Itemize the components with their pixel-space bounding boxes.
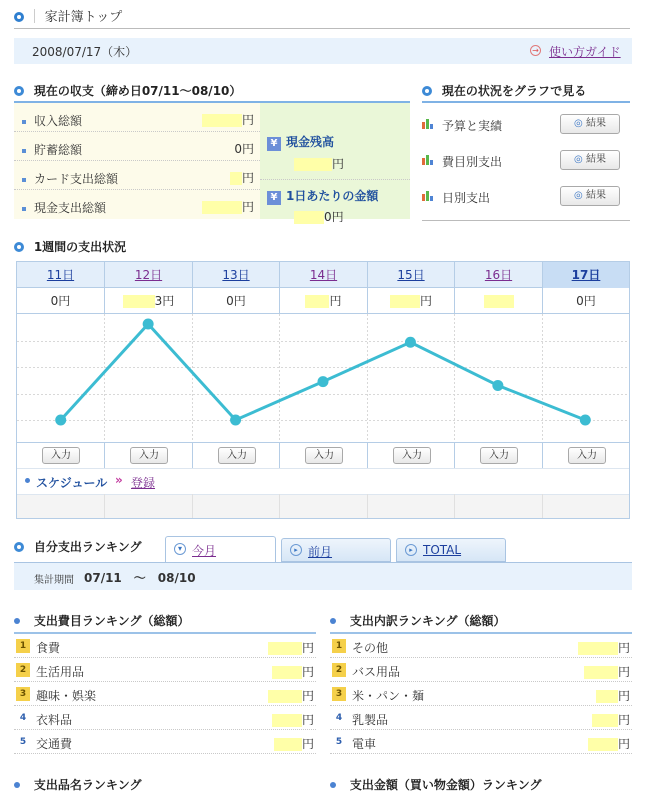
amount-cell xyxy=(17,288,104,314)
product-ranking-header xyxy=(14,776,141,793)
page-header xyxy=(14,6,630,28)
schedule-cell[interactable] xyxy=(104,494,192,518)
chevron-right-icon: ▸ xyxy=(290,544,302,556)
ranking-row xyxy=(330,658,632,682)
input-button[interactable]: 入力 xyxy=(480,447,518,464)
day-cell xyxy=(367,262,454,288)
input-cell xyxy=(104,442,192,468)
graph-link-row xyxy=(422,185,630,209)
input-button[interactable]: 入力 xyxy=(305,447,343,464)
amount-value: 0円 xyxy=(226,294,246,308)
rank-label: バス用品 xyxy=(352,665,401,679)
day-link[interactable]: 11日 xyxy=(46,268,75,282)
result-button[interactable]: ◎ 結果 xyxy=(560,150,620,170)
yen-icon: ¥ xyxy=(267,191,281,205)
data-point xyxy=(405,337,416,348)
input-cell xyxy=(279,442,367,468)
rank-label: 食費 xyxy=(36,641,61,655)
day-cell xyxy=(279,262,367,288)
ranking-row xyxy=(330,634,632,658)
ranking-dot-icon xyxy=(330,782,336,788)
ranking-row xyxy=(330,730,632,754)
arrow-right-icon: → xyxy=(530,45,541,56)
rank-value: 円 xyxy=(617,665,630,679)
amount-cell xyxy=(454,288,542,314)
tab-last-month[interactable] xyxy=(281,538,391,562)
rank-value-wrap xyxy=(272,711,314,728)
schedule-label: スケジュール xyxy=(36,476,108,490)
rank-badge: 1 xyxy=(332,639,346,653)
amount-cell xyxy=(192,288,279,314)
data-point xyxy=(143,319,154,330)
graph-link-row xyxy=(422,149,630,173)
income-row xyxy=(14,103,260,132)
result-button[interactable]: ◎ 結果 xyxy=(560,114,620,134)
rank-label: その他 xyxy=(352,641,389,655)
rank-badge: 4 xyxy=(19,713,27,723)
amount-cell xyxy=(279,288,367,314)
current-date: 2008/07/17（木） xyxy=(32,45,138,59)
ranking-row xyxy=(14,730,316,754)
tab-total[interactable] xyxy=(396,538,506,562)
day-link[interactable]: 15日 xyxy=(397,268,425,282)
row-value: 円 xyxy=(241,171,254,185)
schedule-cell[interactable] xyxy=(454,494,542,518)
schedule-cell[interactable] xyxy=(192,494,279,518)
graph-links-title: 現在の状況をグラフで見る xyxy=(441,84,587,98)
graph-link-label: 費目別支出 xyxy=(442,155,503,169)
rank-value-wrap xyxy=(578,639,630,656)
amount-ranking-header xyxy=(330,776,541,793)
rank-value-wrap xyxy=(268,687,314,704)
row-label: 貯蓄総額 xyxy=(34,143,83,157)
chevron-right-icon: ▸ xyxy=(405,544,417,556)
rank-value: 円 xyxy=(617,641,630,655)
graph-link-label: 予算と実績 xyxy=(442,119,503,133)
page-title: 家計簿トップ xyxy=(44,10,123,25)
rank-value: 円 xyxy=(617,737,630,751)
weekly-line-chart xyxy=(17,314,629,442)
rank-badge: 4 xyxy=(335,713,343,723)
amount-value: 円 xyxy=(419,294,432,308)
income-row xyxy=(14,132,260,161)
rank-label: 交通費 xyxy=(36,737,73,751)
day-link[interactable]: 12日 xyxy=(134,268,163,282)
series-line xyxy=(61,324,586,420)
rank-value: 円 xyxy=(301,689,314,703)
guide-link[interactable]: 使い方ガイド xyxy=(549,45,621,59)
ranking-title: 自分支出ランキング xyxy=(33,540,142,554)
amount-value: 0円 xyxy=(50,294,71,308)
rank-badge: 3 xyxy=(332,687,346,701)
day-cell xyxy=(192,262,279,288)
item-ranking xyxy=(330,612,632,754)
graph-link-label: 日別支出 xyxy=(442,191,491,205)
tab-label[interactable]: 今月 xyxy=(192,544,217,558)
amount-value: 3円 xyxy=(154,294,175,308)
product-ranking-title: 支出品名ランキング xyxy=(33,778,142,792)
section-bullet-icon xyxy=(14,242,24,252)
schedule-cell[interactable] xyxy=(279,494,367,518)
category-ranking-title: 支出費目ランキング（総額） xyxy=(33,614,190,628)
item-ranking-title: 支出内訳ランキング（総額） xyxy=(349,614,506,628)
rank-label: 趣味・娯楽 xyxy=(36,689,97,703)
rank-value: 円 xyxy=(301,713,314,727)
input-button[interactable]: 入力 xyxy=(218,447,256,464)
rank-value-wrap xyxy=(274,735,314,752)
amount-cell xyxy=(104,288,192,314)
income-row xyxy=(14,161,260,190)
rank-label: 電車 xyxy=(352,737,377,751)
rank-label: 衣料品 xyxy=(36,713,73,727)
data-point xyxy=(318,376,329,387)
data-point xyxy=(492,380,503,391)
input-button[interactable]: 入力 xyxy=(42,447,80,464)
rank-value-wrap xyxy=(588,735,630,752)
row-value: 円 xyxy=(241,200,254,214)
rank-value: 円 xyxy=(301,641,314,655)
input-cell xyxy=(542,442,629,468)
day-link[interactable]: 16日 xyxy=(484,268,513,282)
schedule-cell[interactable] xyxy=(542,494,629,518)
cash-balance-title: ¥ 現金残高 xyxy=(267,133,334,151)
result-icon: ◎ xyxy=(574,154,583,165)
bar-chart-icon xyxy=(422,117,434,129)
rank-label: 生活用品 xyxy=(36,665,85,679)
ranking-dot-icon xyxy=(14,618,20,624)
rank-value: 円 xyxy=(617,689,630,703)
rank-badge: 5 xyxy=(19,737,27,747)
weekly-section xyxy=(14,238,630,256)
day-link[interactable]: 13日 xyxy=(222,268,250,282)
rank-value-wrap xyxy=(592,711,630,728)
result-button[interactable]: ◎ 結果 xyxy=(560,186,620,206)
result-icon: ◎ xyxy=(574,190,583,201)
input-cell xyxy=(454,442,542,468)
row-label: カード支出総額 xyxy=(34,172,119,186)
schedule-row xyxy=(17,468,629,494)
section-bullet-icon xyxy=(422,86,432,96)
bar-chart-icon xyxy=(422,189,434,201)
day-cell xyxy=(104,262,192,288)
day-cell xyxy=(17,262,104,288)
section-bullet-icon xyxy=(14,542,24,552)
date-bar xyxy=(14,38,632,64)
amount-cell xyxy=(542,288,629,314)
schedule-dot-icon xyxy=(25,478,30,483)
graph-link-row xyxy=(422,113,630,137)
schedule-cell[interactable] xyxy=(17,494,104,518)
register-link[interactable]: 登録 xyxy=(131,476,156,490)
rank-badge: 5 xyxy=(335,737,343,747)
rank-badge: 2 xyxy=(16,663,30,677)
input-button[interactable]: 入力 xyxy=(393,447,431,464)
period-label: 集計期間 xyxy=(34,575,74,586)
ranking-dot-icon xyxy=(14,782,20,788)
input-button[interactable]: 入力 xyxy=(130,447,168,464)
input-cell xyxy=(192,442,279,468)
tab-label[interactable]: TOTAL xyxy=(423,543,462,557)
chevron-down-icon: ▾ xyxy=(174,543,186,555)
amount-value: 0円 xyxy=(576,294,596,308)
input-button[interactable]: 入力 xyxy=(568,447,606,464)
data-point xyxy=(55,415,66,426)
row-label: 現金支出総額 xyxy=(34,201,107,215)
rank-label: 米・パン・麺 xyxy=(352,689,425,703)
daily-amount-title: ¥ 1日あたりの金額 xyxy=(267,187,378,205)
row-label: 収入総額 xyxy=(34,114,83,128)
daily-amount-value: 0円 xyxy=(294,208,344,225)
amount-cell xyxy=(367,288,454,314)
rank-value-wrap xyxy=(596,687,630,704)
amount-value: 円 xyxy=(329,294,342,308)
rank-label: 乳製品 xyxy=(352,713,389,727)
schedule-cell[interactable] xyxy=(367,494,454,518)
day-cell xyxy=(542,262,629,288)
category-ranking xyxy=(14,612,316,754)
income-section xyxy=(14,82,410,224)
weekly-table xyxy=(16,261,630,519)
yen-icon: ¥ xyxy=(267,137,281,151)
income-row xyxy=(14,190,260,219)
income-title: 現在の収支（締め日07/11～08/10） xyxy=(33,84,242,98)
input-cell xyxy=(17,442,104,468)
ranking-row xyxy=(14,682,316,706)
rank-value-wrap xyxy=(584,663,630,680)
rank-badge: 2 xyxy=(332,663,346,677)
data-point xyxy=(230,415,241,426)
weekly-title: 1週間の支出状況 xyxy=(33,240,127,254)
rank-badge: 3 xyxy=(16,687,30,701)
rank-value: 円 xyxy=(301,665,314,679)
ranking-row xyxy=(14,658,316,682)
row-value: 0円 xyxy=(234,142,254,156)
day-cell xyxy=(454,262,542,288)
day-link[interactable]: 17日 xyxy=(571,268,601,282)
section-bullet-icon xyxy=(14,86,24,96)
ranking-row xyxy=(14,706,316,730)
double-arrow-icon: » xyxy=(115,473,123,487)
amount-ranking-title: 支出金額（買い物金額）ランキング xyxy=(349,778,542,792)
rank-value: 円 xyxy=(301,737,314,751)
input-cell xyxy=(367,442,454,468)
rank-badge: 1 xyxy=(16,639,30,653)
row-value: 円 xyxy=(241,113,254,127)
ranking-row xyxy=(330,706,632,730)
rank-value-wrap xyxy=(272,663,314,680)
cash-balance-value: 円 xyxy=(294,155,344,172)
result-icon: ◎ xyxy=(574,118,583,129)
data-point xyxy=(580,415,591,426)
tab-label[interactable]: 前月 xyxy=(308,545,333,559)
tab-this-month[interactable] xyxy=(165,536,276,562)
period-value: 07/11 ～ 08/10 xyxy=(84,571,196,585)
period-bar xyxy=(14,562,632,590)
day-link[interactable]: 14日 xyxy=(309,268,338,282)
header-bullet-icon xyxy=(14,12,24,22)
rank-value: 円 xyxy=(617,713,630,727)
ranking-dot-icon xyxy=(330,618,336,624)
graph-links-section xyxy=(422,82,630,221)
bar-chart-icon xyxy=(422,153,434,165)
ranking-row xyxy=(330,682,632,706)
ranking-row xyxy=(14,634,316,658)
rank-value-wrap xyxy=(268,639,314,656)
